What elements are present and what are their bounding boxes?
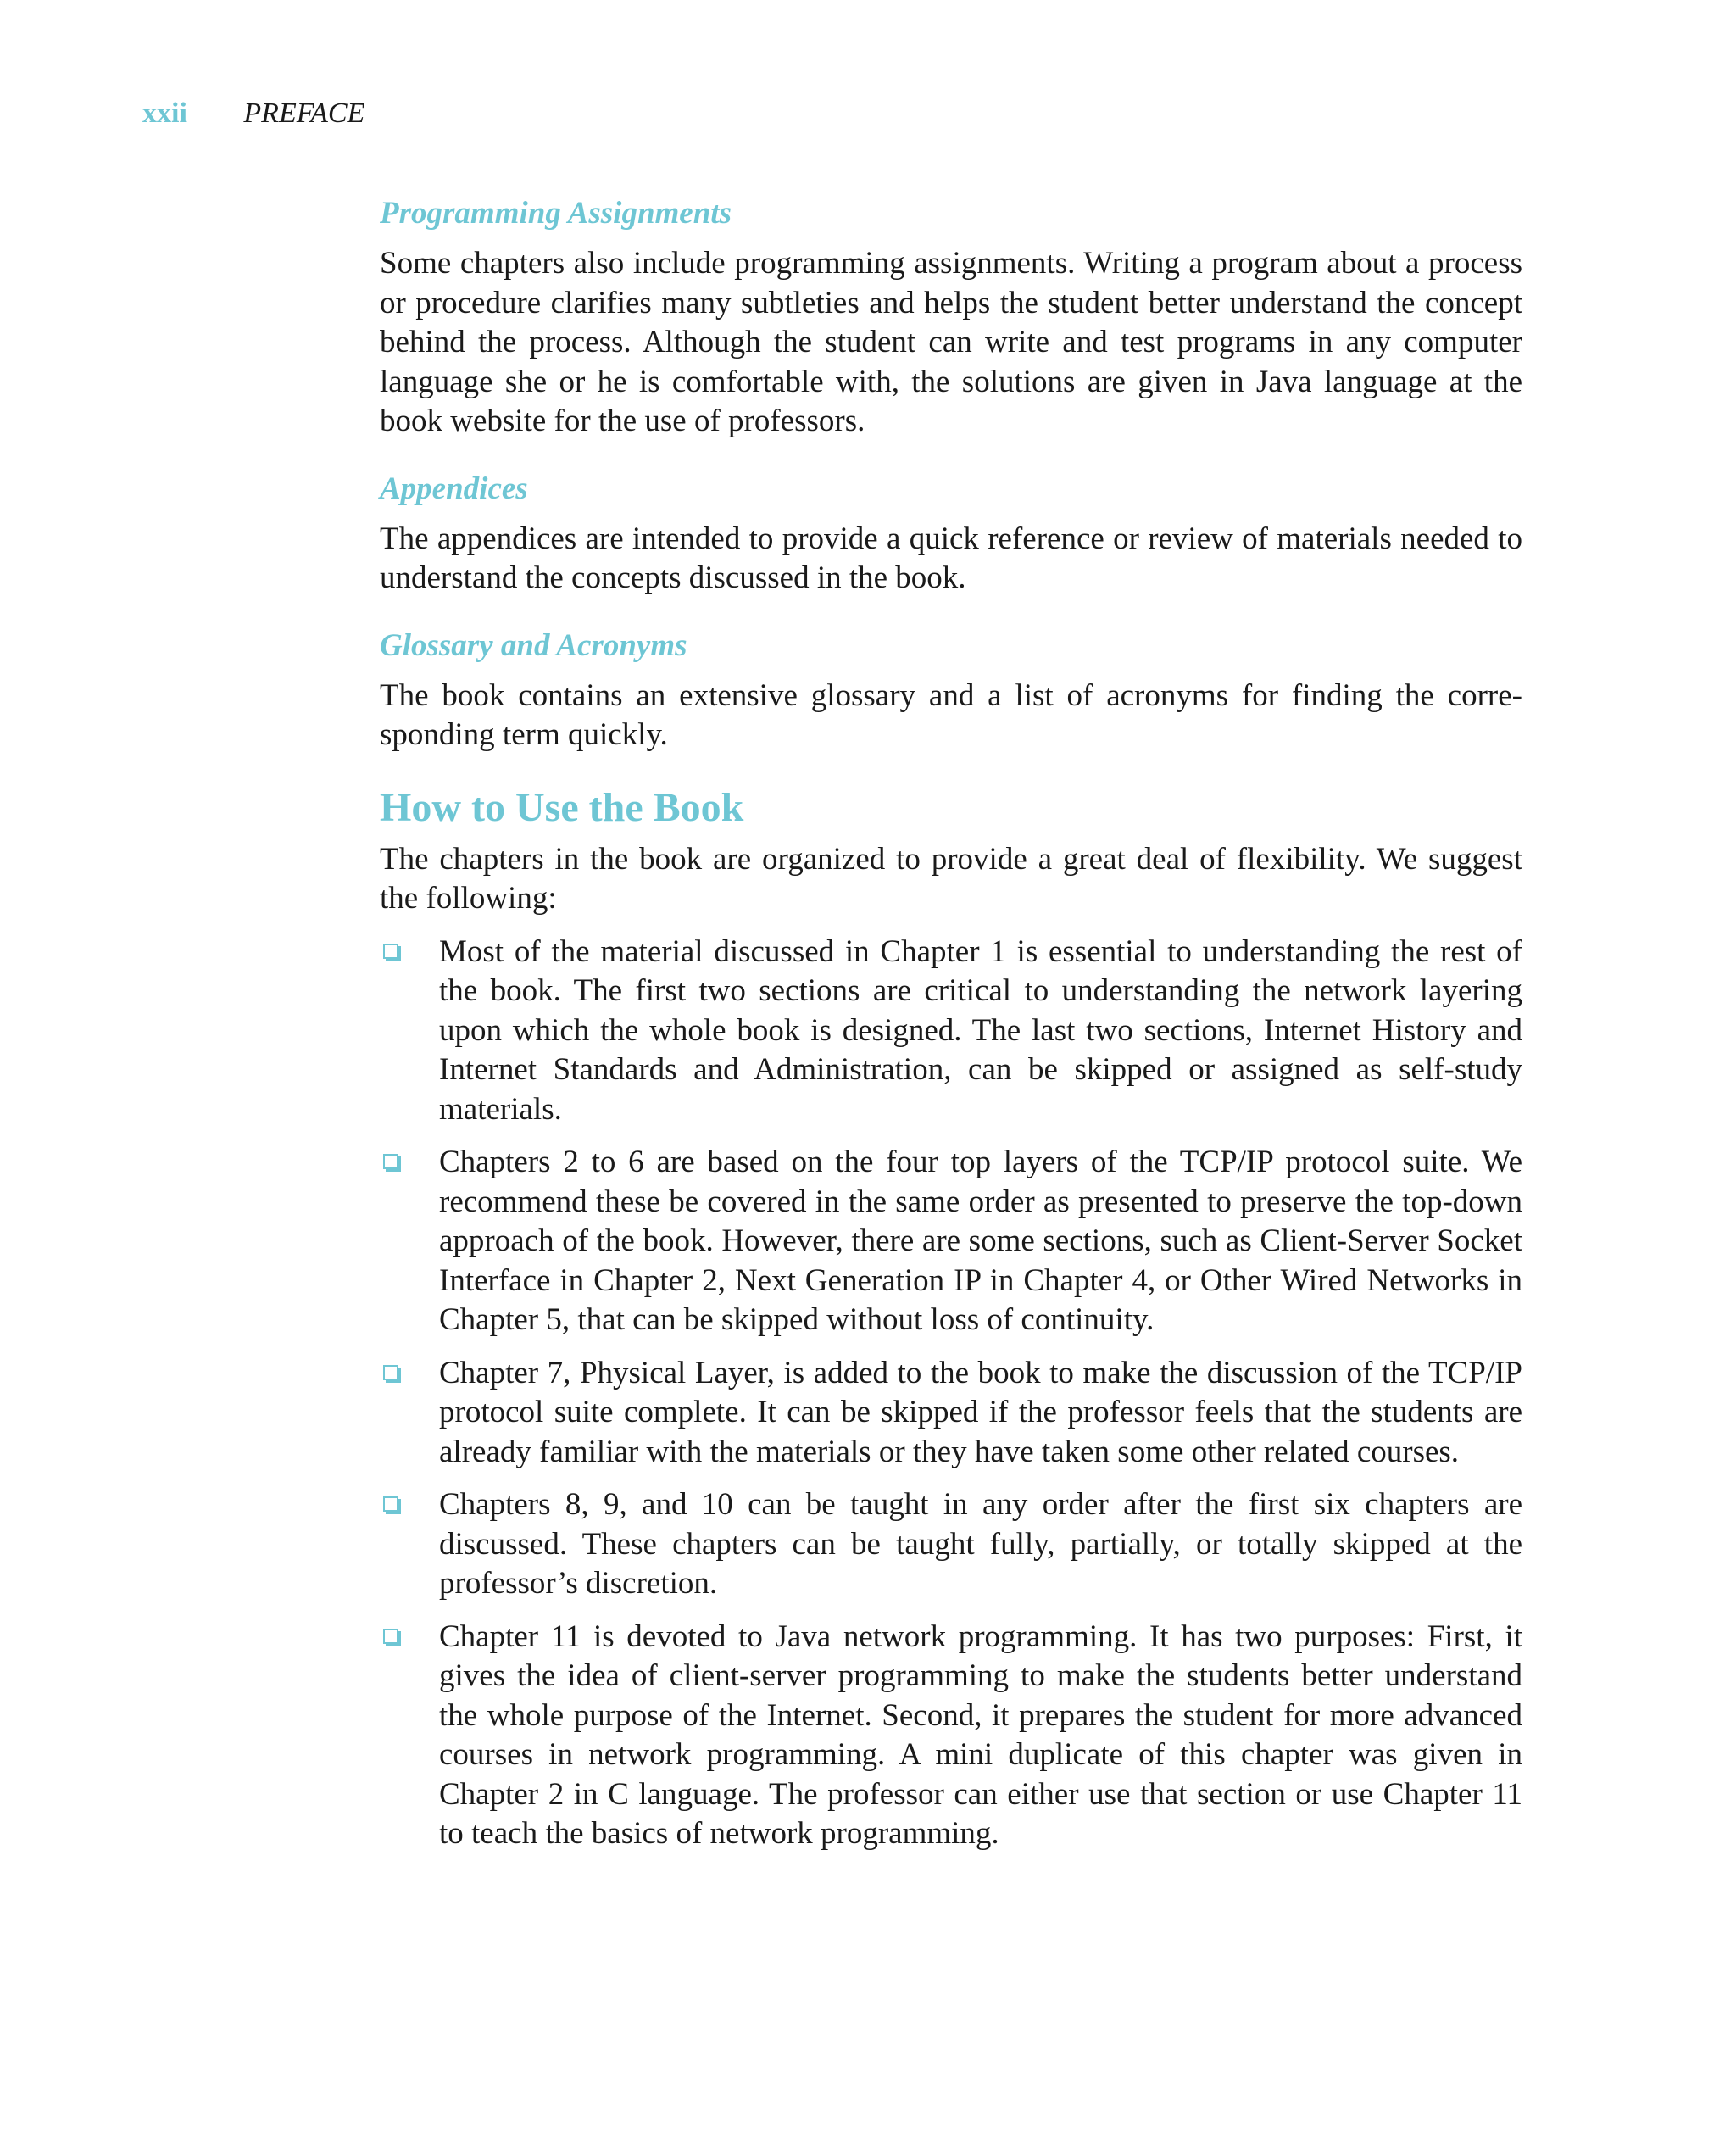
section-paragraph: The appendices are intended to provide a quick reference or review of materials needed to understand the concepts discussed in the book. <box>380 521 1522 595</box>
bullet-text: Chapter 7, Physical Layer, is added to the book to make the discussion of the TCP/IP protocol suite complete. It can be skipped if the professor feels that the students are already familiar with the materials or they have taken some other related courses. <box>439 1355 1522 1469</box>
bullet-text: Chapters 2 to 6 are based on the four top layers of the TCP/IP protocol suite. We recommend these be covered in the same order as presented to preserve the top-down approach of the book. However, there are some sections, such as Client-Server Socket Interface in Chapter 2, Next Generation IP in Chapter 4, or Other Wired Networks in Chapter 5, that can be skipped without loss of continuity. <box>439 1145 1522 1337</box>
page-number: xxii <box>142 97 187 129</box>
bullet-text: Most of the material discussed in Chapter 1 is essential to understanding the rest of the book. The first two sections are critical to understanding the network layering upon which the whole book is designed. The last two sections, Internet History and Internet Standards and Administration, can be skipped or assigned as self-study materials. <box>439 933 1522 1127</box>
bullet-item <box>380 1143 1522 1340</box>
bullet-text: Chapter 11 is devoted to Java network programming. It has two purposes: First, it gives the idea of client-server programming to make the students better understand the whole purpose of the Internet. Second, it prepares the student for more advanced courses in network programming. A mini duplicate of this chapter was given in Chapter 2 in C language. The professor can either use that section or use Chapter 11 to teach the basics of network programming. <box>439 1618 1522 1851</box>
bullet-text: Chapters 8, 9, and 10 can be taught in any order after the first six chapters are discussed. These chapters can be taught fully, partially, or totally skipped at the professor’s discretion. <box>439 1487 1522 1601</box>
bullet-item <box>380 1354 1522 1473</box>
main-section-heading: How to Use the Book <box>380 784 744 830</box>
section-how-to-use <box>380 783 1522 1854</box>
section-paragraph: The book contains an extensive glossary and a list of acronyms for finding the corre-sponding term quickly. <box>380 677 1522 752</box>
section-intro: The chapters in the book are organized to provide a great deal of flexibility. We suggest the following: <box>380 841 1522 916</box>
section-heading: Programming Assignments <box>380 196 732 231</box>
checkbox-bullet-icon <box>383 1154 398 1169</box>
page-content <box>380 193 1522 1868</box>
section-heading: Glossary and Acronyms <box>380 627 687 663</box>
running-title: PREFACE <box>243 97 365 129</box>
checkbox-bullet-icon <box>383 944 398 959</box>
checkbox-bullet-icon <box>383 1629 398 1644</box>
checkbox-bullet-icon <box>383 1496 398 1512</box>
section-paragraph: Some chapters also include programming assignments. Writing a program about a process or procedure clarifies many subtleties and helps the student better understand the concept behind the process. Although the student can write and test programs in any computer language she or he is comfortable with, the solutions are given in Java language at the book website for the use of professors. <box>380 246 1522 438</box>
bullet-list <box>380 933 1522 1854</box>
running-head <box>142 95 364 132</box>
section-glossary <box>380 626 1522 755</box>
bullet-item <box>380 933 1522 1130</box>
section-heading: Appendices <box>380 471 528 506</box>
section-appendices <box>380 469 1522 599</box>
checkbox-bullet-icon <box>383 1365 398 1380</box>
bullet-item <box>380 1485 1522 1604</box>
section-programming-assignments <box>380 193 1522 442</box>
bullet-item <box>380 1618 1522 1854</box>
